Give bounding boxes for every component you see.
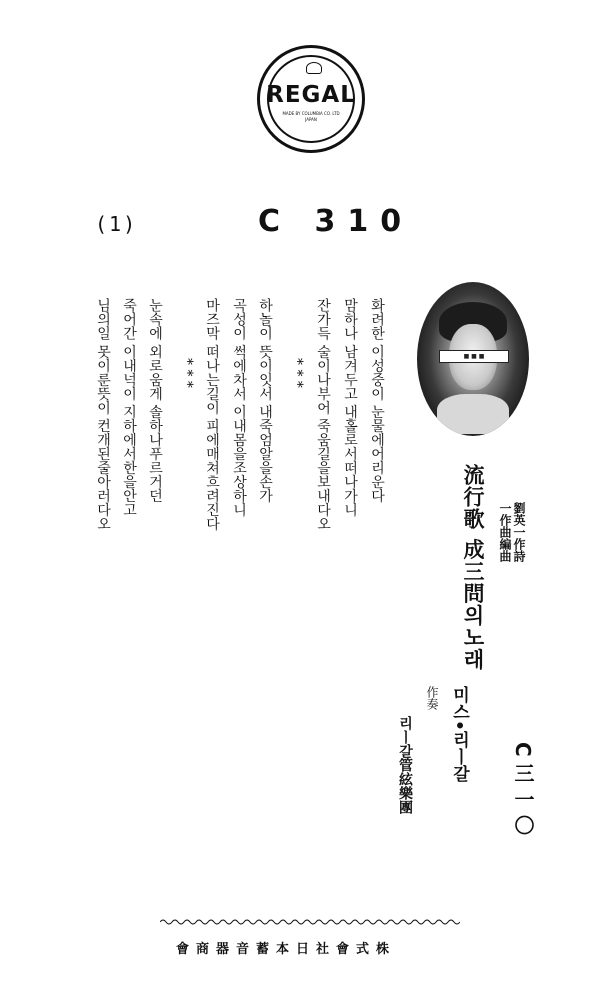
performer-label: 作奏 [425,686,439,710]
lyric-line: 화려한 이성중이 눈물에어리운다 [369,298,385,503]
song-title: 流行歌 成三問의노래 [461,464,486,671]
stanza-separator: * * * [179,358,195,388]
lyric-line: 죽어간 이내넉이 지하에서한을안고 [121,298,137,517]
singer-photo [417,282,529,436]
lyric-line: 마즈막 떠나는길이 피에매쳐흐려진다 [204,298,220,531]
composer-credit-2: 一作曲編曲 [498,502,512,562]
lyric-line: 님의일 못이룬뜻이 컨개된줄아러다오 [95,298,111,531]
photo-collar [437,394,509,434]
lyric-line: 곡성이 썩에차서 이내몸을조상하니 [231,298,247,517]
lyric-line: 눈속에 외로움게 솔하나푸르거던 [147,298,163,503]
photo-caption: ■ ■ ■ [439,350,509,363]
lyric-line: 잔가득 술이나부어 죽움길을보내다오 [315,298,331,531]
composer-credit-1: 劉英一作詩 [512,502,526,562]
logo-fine-print: MADE BY COLUMBIA CO. LTD [282,111,340,116]
logo-brand: REGAL [266,82,356,108]
publisher-footer: 株式會社日本蓄音器商會 [176,942,397,957]
performer-name: 미스•리ㅣ갈 [449,686,469,782]
catalog-number-vertical: C三一〇 [511,742,535,841]
regal-logo [257,45,365,153]
orchestra-name: 리ㅣ갈管絃樂團 [397,716,413,814]
stanza-separator: * * * [289,358,305,388]
wavy-divider [160,918,460,926]
lyric-line: 맘하나 남겨두고 내홀로서떠나가니 [342,298,358,517]
crown-icon [306,62,322,74]
logo-fine-print-2: JAPAN [305,117,317,122]
catalog-number: C 310 [258,204,414,239]
lyric-line: 하놀이 뜻이잇서 내죽엄알을손가 [257,298,273,503]
page-number: (1) [95,212,138,236]
